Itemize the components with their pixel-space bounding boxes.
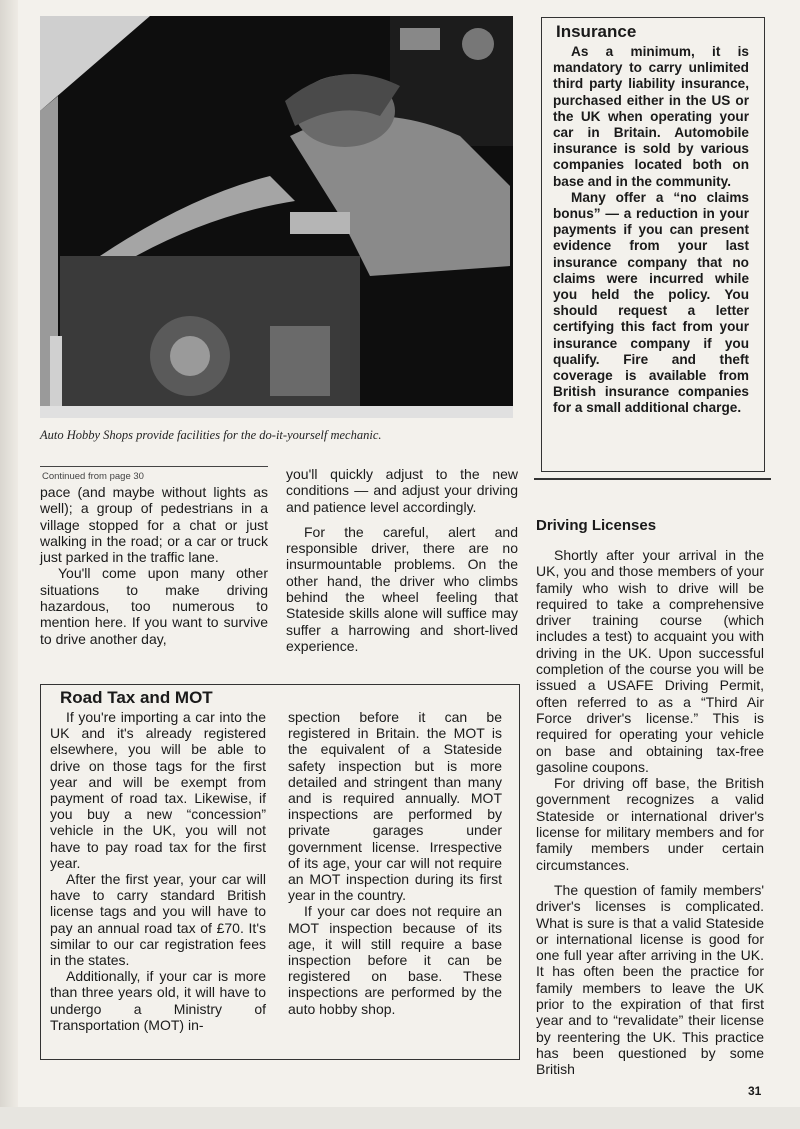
road-tax-paragraph: After the first year, your car will have to carry standard British license tags and you will have to pay an annual road tax of £70. It's similar to our car registration fees in the states.: [50, 871, 266, 969]
article-paragraph: pace (and maybe without lights as well); a group of pedestrians in a village stopped for a chat or just walking in the road; or a car or truck just parked in the traffic lane.: [40, 484, 268, 566]
road-tax-paragraph: spection before it can be registered in Britain. the MOT is the equivalent of a Stateside safety inspection but is more detailed and stringent than many and is required annually. MOT inspections are performed by private garages under government license. Irrespective of its age, your car will not require an MOT inspection during its first year in the country.: [288, 709, 502, 904]
driving-licenses-paragraph: For driving off base, the British government recognizes a valid Stateside or international driver's license for military members and for family members under certain circumstances.: [536, 775, 764, 873]
continued-note: Continued from page 30: [42, 471, 144, 482]
article-column-left: [40, 484, 268, 647]
page-binding-edge: [0, 0, 18, 1129]
article-paragraph: For the careful, alert and responsible driver, there are no insurmountable problems. On the other hand, the driver who climbs behind the wheel feeling that Stateside skills alone will suffice may suffer a harrowing and short-lived experience.: [286, 523, 518, 654]
article-column-center: [286, 466, 518, 654]
scan-bottom-band: [0, 1107, 800, 1129]
insurance-heading: Insurance: [556, 22, 637, 41]
road-tax-paragraph: If you're importing a car into the UK and it's already registered elsewhere, you will be able to drive on those tags for the first year and will be exempt from payment of road tax. Likewise, if you buy a new “concession” vehicle in the UK, you will not have to pay road tax for the first year.: [50, 709, 266, 871]
page-number: 31: [748, 1084, 762, 1098]
photo-caption: Auto Hobby Shops provide facilities for the do-it-yourself mechanic.: [40, 428, 382, 442]
road-tax-paragraph: Additionally, if your car is more than three years old, it will have to undergo a Ministry of Transportation (MOT) in-: [50, 968, 266, 1033]
driving-licenses-paragraph: The question of family members' driver's licenses is complicated. What is sure is that a valid Stateside or international license is good for one full year after arriving in the UK. It has often been the practice for family members to leave the UK prior to the expiration of that first year and to “revalidate” their license by reentering the UK. This practice has been questioned by some British: [536, 881, 764, 1078]
insurance-box-underline: [534, 478, 771, 480]
driving-licenses-paragraph: Shortly after your arrival in the UK, you and those members of your family who wish to drive will be required to take a comprehensive driver training course (which includes a test) to acquaint you with driving in the UK. Upon successful completion of the course you will be issued a USAFE Driving Permit, often referred to as a “Third Air Force driver's license.” This is required for operating your vehicle on base and obtaining tax-free gasoline coupons.: [536, 547, 764, 775]
insurance-body: [553, 44, 749, 417]
article-paragraph: You'll come upon many other situations to make driving hazardous, too numerous to mention here. If you want to survive to drive another day,: [40, 565, 268, 647]
driving-licenses-column: [536, 547, 764, 1078]
article-paragraph: you'll quickly adjust to the new conditions — and adjust your driving and patience level accordingly.: [286, 466, 518, 515]
road-tax-column-left: [50, 709, 266, 1033]
road-tax-column-right: [288, 709, 502, 1017]
road-tax-heading: Road Tax and MOT: [60, 688, 213, 707]
mechanic-photo: [40, 16, 513, 418]
insurance-paragraph: As a minimum, it is mandatory to carry unlimited third party liability insurance, purchased either in the US or the UK when operating your car in Britain. Automobile insurance is sold by various companies located both on base and in the community.: [553, 44, 749, 189]
insurance-paragraph: Many offer a “no claims bonus” — a reduction in your payments if you can present evidence from your last insurance company that no claims were incurred while you held the policy. You should request a letter certifying this fact from your insurance company if you qualify. Fire and theft coverage is available from British insurance companies for a small additional charge.: [553, 189, 749, 416]
continuation-rule: [40, 466, 268, 467]
driving-licenses-heading: Driving Licenses: [536, 517, 657, 534]
road-tax-paragraph: If your car does not require an MOT inspection because of its age, it will still require a base inspection before it can be registered on base. These inspections are performed by the auto hobby shop.: [288, 903, 502, 1017]
